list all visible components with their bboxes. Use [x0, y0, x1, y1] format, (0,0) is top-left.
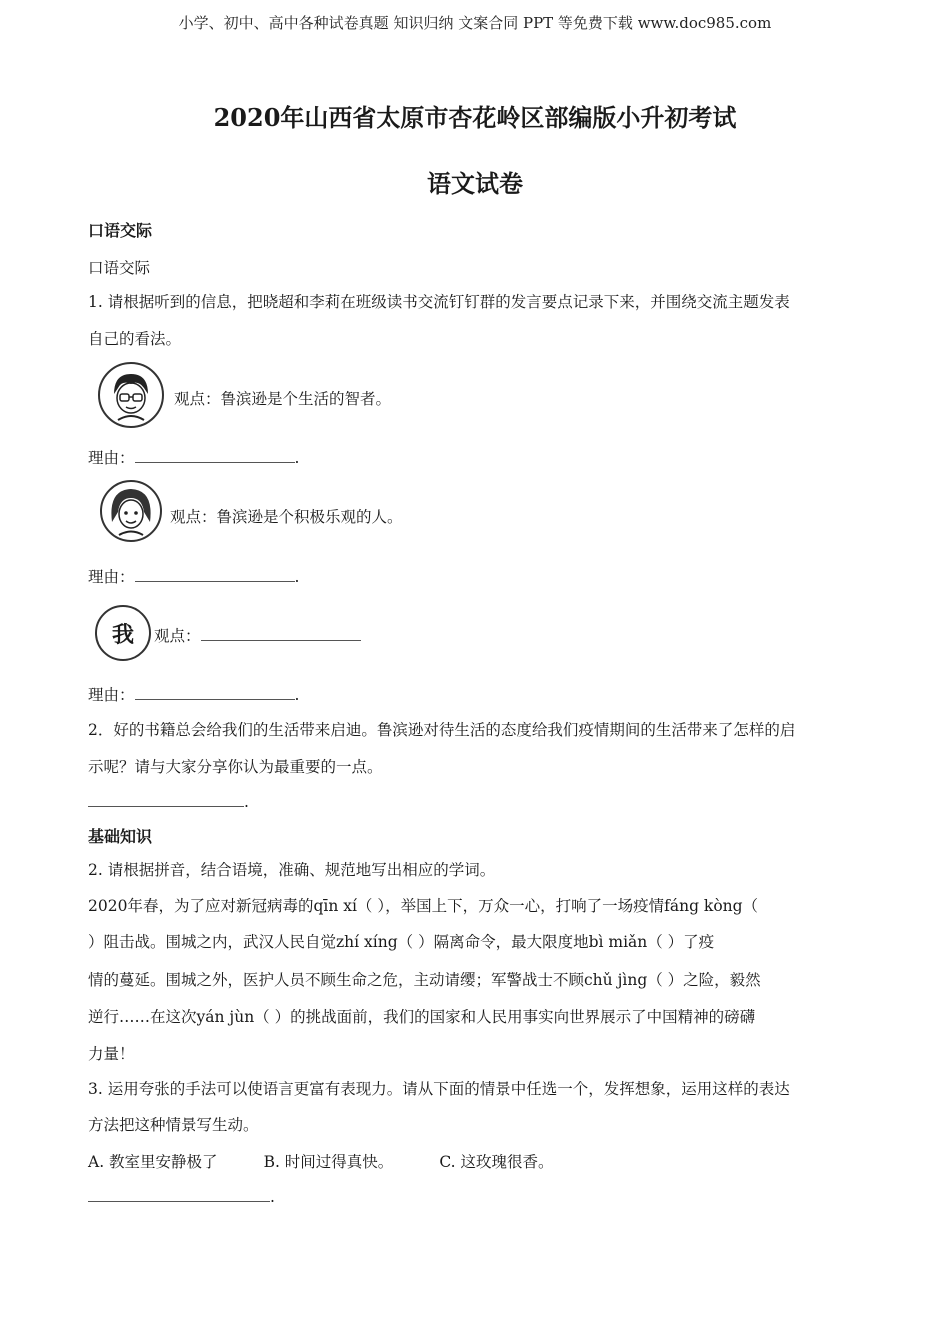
question-2-answer-blank[interactable]: [88, 790, 244, 807]
reason-row-2: 理由： .: [88, 565, 299, 587]
question-pinyin-intro: 2. 请根据拼音，结合语境，准确、规范地写出相应的学词。: [88, 861, 496, 879]
reason-row-1: 理由： .: [88, 446, 299, 468]
view-answer-blank[interactable]: [201, 624, 361, 641]
question-2-line-1: 2．好的书籍总会给我们的生活带来启迪。鲁滨逊对待生活的态度给我们疫情期间的生活带来了怎样的启: [88, 721, 796, 739]
question-3-answer-row: .: [88, 1185, 275, 1206]
question-3-options: [88, 1150, 599, 1172]
reason-row-3: 理由： .: [88, 683, 299, 705]
option-c: C. 这玫瑰很香。: [439, 1153, 554, 1171]
reason-label: 理由：: [88, 449, 135, 467]
speaker-3-view-row: [154, 624, 361, 646]
boy-avatar-icon: [98, 362, 164, 428]
question-3-line-1: 3. 运用夸张的手法可以使语言更富有表现力。请从下面的情景中任选一个，发挥想象，运用这样的表达: [88, 1080, 790, 1098]
pinyin-paragraph-line-4: 逆行……在这次yán jùn（ ）的挑战面前，我们的国家和人民用事实向世界展示了中国精神的磅礴: [88, 1008, 756, 1026]
pinyin-paragraph-line-2: ）阻击战。围城之内，武汉人民自觉zhí xíng（ ）隔离命令，最大限度地bì miǎn（ ）了疫: [88, 933, 715, 951]
speaker-1-view: 观点：鲁滨逊是个生活的智者。: [174, 390, 392, 408]
question-1-line-1: 1. 请根据听到的信息，把晓超和李莉在班级读书交流钉钉群的发言要点记录下来，并围绕交流主题发表: [88, 293, 790, 311]
speaker-3-view-label: 观点：: [154, 627, 201, 645]
question-2-answer-row: .: [88, 790, 249, 811]
question-2-line-2: 示呢？请与大家分享你认为最重要的一点。: [88, 758, 383, 776]
exam-title: 2020年山西省太原市杏花岭区部编版小升初考试: [213, 103, 737, 132]
section-heading-basics: 基础知识: [88, 827, 153, 846]
reason-answer-blank-1[interactable]: [135, 446, 295, 463]
exam-subtitle: 语文试卷: [427, 169, 523, 198]
page-header: 小学、初中、高中各种试卷真题 知识归纳 文案合同 PPT 等免费下载 www.doc985.com: [178, 14, 772, 32]
reason-answer-blank-2[interactable]: [135, 565, 295, 582]
pinyin-paragraph-line-3: 情的蔓延。围城之外，医护人员不顾生命之危，主动请缨；军警战士不顾chǔ jìng（ ）之险，毅然: [88, 971, 761, 989]
reason-answer-blank-3[interactable]: [135, 683, 295, 700]
girl-avatar-icon: [100, 480, 162, 542]
speaker-2-view: 观点：鲁滨逊是个积极乐观的人。: [170, 508, 403, 526]
reason-label: 理由：: [88, 686, 135, 704]
option-b: B. 时间过得真快。: [263, 1153, 394, 1171]
section-subheading-oral: 口语交际: [88, 259, 151, 277]
question-3-line-2: 方法把这种情景写生动。: [88, 1116, 259, 1134]
question-3-answer-blank[interactable]: [88, 1185, 270, 1202]
me-avatar-icon: 我: [95, 605, 151, 661]
reason-label: 理由：: [88, 568, 135, 586]
section-heading-oral: 口语交际: [88, 221, 153, 240]
option-a: A. 教室里安静极了: [88, 1153, 218, 1171]
pinyin-paragraph-line-1: 2020年春，为了应对新冠病毒的qīn xí（ ），举国上下，万众一心，打响了一场疫情fáng kòng（: [88, 897, 759, 915]
pinyin-paragraph-line-5: 力量！: [88, 1045, 135, 1063]
question-1-line-2: 自己的看法。: [88, 330, 182, 348]
